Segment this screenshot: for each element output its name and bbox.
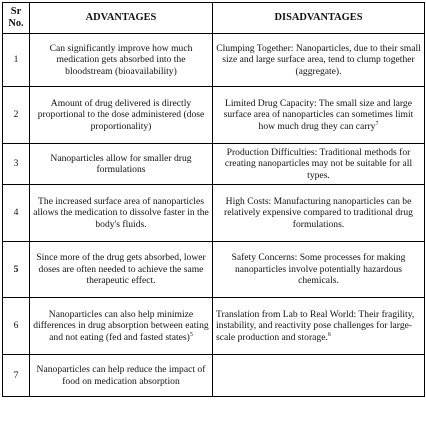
sr-no-cell: 1 xyxy=(3,34,30,87)
advantage-cell: Can significantly improve how much medication gets absorbed into the bloodstream (bioavailability) xyxy=(30,34,213,87)
advantage-cell xyxy=(30,298,213,355)
disadvantage-cell: High Costs: Manufacturing nanoparticles can be relatively expensive compared to traditional drug formulations. xyxy=(213,185,425,242)
footnote-marker: 5 xyxy=(189,331,193,338)
disadvantage-cell: Clumping Together: Nanoparticles, due to their small size and large surface area, tend to clump together (aggregate). xyxy=(213,34,425,87)
disadvantage-text: Translation from Lab to Real World: Their fragility, instability, and reactivity pose challenges for large-scale production and storage. xyxy=(216,308,415,343)
table-row xyxy=(3,87,425,144)
sr-no-cell: 3 xyxy=(3,144,30,185)
table-row xyxy=(3,185,425,242)
sr-no-cell: 4 xyxy=(3,185,30,242)
sr-no-cell: 6 xyxy=(3,298,30,355)
advantage-cell: The increased surface area of nanoparticles allows the medication to dissolve faster in the body's fluids. xyxy=(30,185,213,242)
disadvantages-header: DISADVANTAGES xyxy=(213,3,425,34)
advantage-text: Nanoparticles can also help minimize differences in drug absorption between eating and not eating (fed and fasted states) xyxy=(33,308,209,343)
advantages-header: ADVANTAGES xyxy=(30,3,213,34)
footnote-marker: 7 xyxy=(375,120,379,127)
table-row xyxy=(3,144,425,185)
advantage-cell: Amount of drug delivered is directly proportional to the dose administered (dose proportionality) xyxy=(30,87,213,144)
header-row xyxy=(3,3,425,34)
disadvantage-cell xyxy=(213,87,425,144)
disadvantage-cell xyxy=(213,355,425,397)
sr-no-header-line1: Sr xyxy=(10,6,22,18)
disadvantage-cell: Production Difficulties: Traditional methods for creating nanoparticles may not be suitable for all types. xyxy=(213,144,425,185)
table-row xyxy=(3,242,425,298)
advantage-cell: Nanoparticles allow for smaller drug formulations xyxy=(30,144,213,185)
advantages-disadvantages-table xyxy=(2,2,425,397)
table-row xyxy=(3,355,425,397)
sr-no-cell: 5 xyxy=(3,242,30,298)
sr-no-cell: 2 xyxy=(3,87,30,144)
sr-no-header xyxy=(3,3,30,34)
table-row xyxy=(3,34,425,87)
footnote-marker: 6 xyxy=(327,331,331,338)
advantage-cell: Nanoparticles can help reduce the impact of food on medication absorption xyxy=(30,355,213,397)
disadvantage-cell xyxy=(213,298,425,355)
table-row xyxy=(3,298,425,355)
disadvantage-cell: Safety Concerns: Some processes for making nanoparticles involve potentially hazardous chemicals. xyxy=(213,242,425,298)
sr-no-cell: 7 xyxy=(3,355,30,397)
advantage-cell: Since more of the drug gets absorbed, lower doses are often needed to achieve the same therapeutic effect. xyxy=(30,242,213,298)
sr-no-header-line2: No. xyxy=(8,18,24,29)
disadvantage-text: Limited Drug Capacity: The small size and large surface area of nanoparticles can sometimes limit how much drug they can carry xyxy=(223,97,414,132)
